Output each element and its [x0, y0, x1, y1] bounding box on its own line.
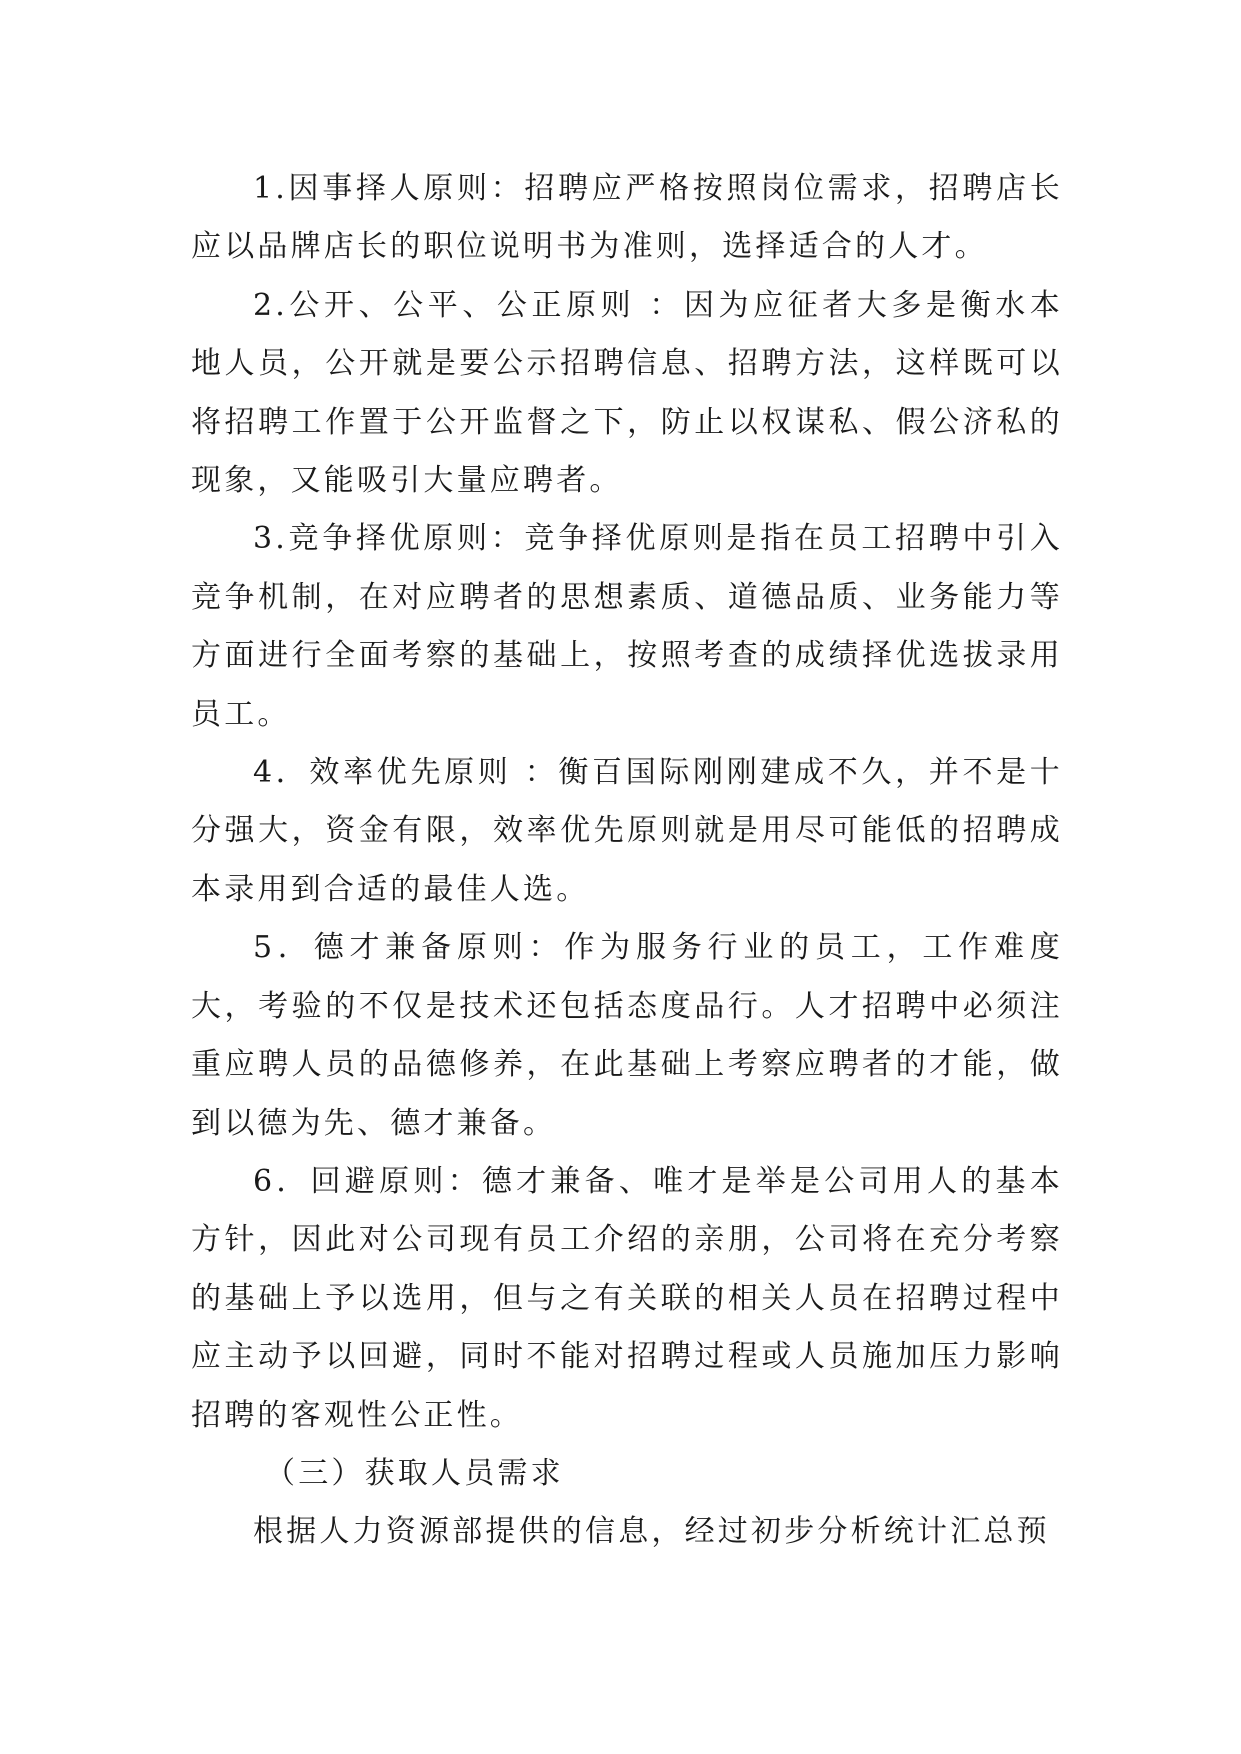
closing-paragraph: 根据人力资源部提供的信息，经过初步分析统计汇总预	[253, 1514, 1050, 1550]
principle-3-paragraph: 3.竞争择优原则：竞争择优原则是指在员工招聘中引入竞争机制，在对应聘者的思想素质、道德品质、业务能力等方面进行全面考察的基础上，按照考查的成绩择优选拔录用员工。	[191, 521, 1063, 732]
principle-5-paragraph: 5．德才兼备原则：作为服务行业的员工，工作难度大，考验的不仅是技术还包括态度品行。人才招聘中必须注重应聘人员的品德修养，在此基础上考察应聘者的才能，做到以德为先、德才兼备。	[191, 930, 1063, 1141]
section-heading: （三）获取人员需求	[265, 1455, 564, 1491]
principle-4-paragraph: 4．效率优先原则 ：衡百国际刚刚建成不久，并不是十分强大，资金有限，效率优先原则就是用尽可能低的招聘成本录用到合适的最佳人选。	[191, 755, 1063, 907]
document-body	[191, 160, 1063, 1562]
principle-2-paragraph: 2.公开、公平、公正原则 ：因为应征者大多是衡水本地人员，公开就是要公示招聘信息、招聘方法，这样既可以将招聘工作置于公开监督之下，防止以权谋私、假公济私的现象，又能吸引大量应聘者。	[191, 287, 1063, 499]
principle-6-paragraph: 6．回避原则：德才兼备、唯才是举是公司用人的基本方针，因此对公司现有员工介绍的亲朋，公司将在充分考察的基础上予以选用，但与之有关联的相关人员在招聘过程中应主动予以回避，同时不能对招聘过程或人员施加压力影响招聘的客观性公正性。	[191, 1163, 1063, 1433]
principle-1-paragraph: 1.因事择人原则：招聘应严格按照岗位需求，招聘店长应以品牌店长的职位说明书为准则，选择适合的人才。	[191, 171, 1063, 265]
